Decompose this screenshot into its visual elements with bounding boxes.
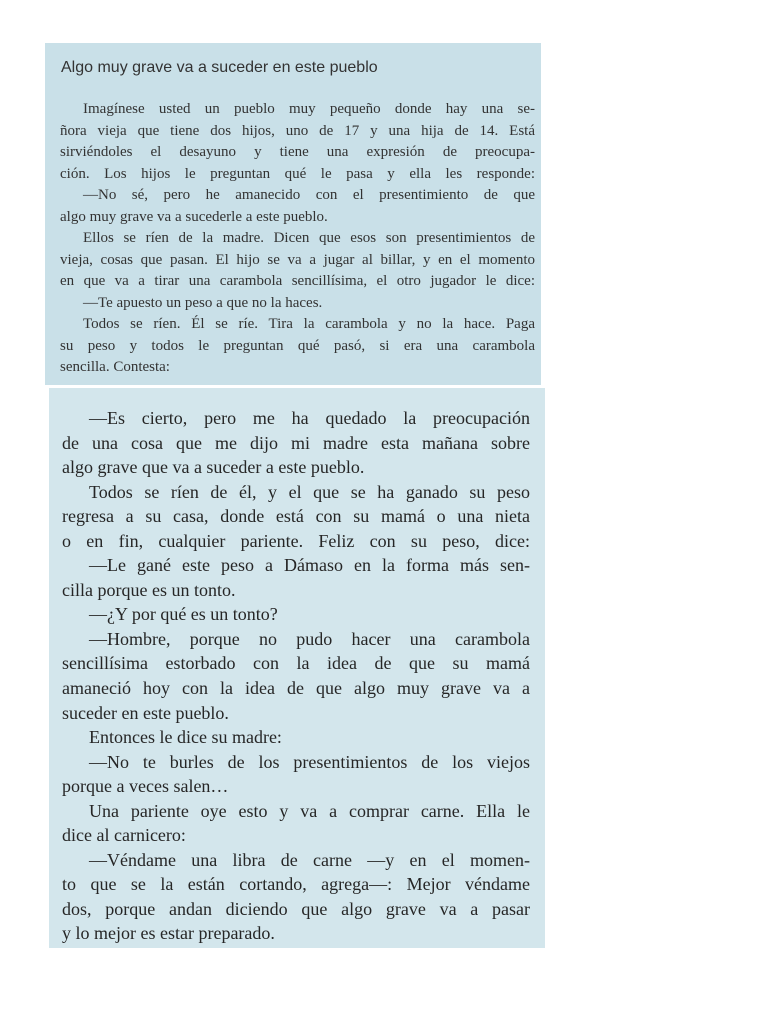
text-line: sencillísima estorbado con la idea de que su mamá bbox=[62, 653, 530, 674]
text-line: amaneció hoy con la idea de que algo muy grave va a bbox=[62, 678, 530, 699]
story-text-top bbox=[60, 99, 535, 379]
text-line: su peso y todos le preguntan qué pasó, si era una carambola bbox=[60, 337, 535, 354]
text-line: Entonces le dice su madre: bbox=[89, 727, 282, 748]
text-line: —No sé, pero he amanecido con el presentimiento de que bbox=[83, 187, 535, 203]
text-line: ñora vieja que tiene dos hijos, uno de 17 y una hija de 14. Está bbox=[60, 122, 535, 139]
text-line: ción. Los hijos le preguntan qué le pasa y ella les responde: bbox=[60, 165, 535, 182]
text-line: —Le gané este peso a Dámaso en la forma más sen- bbox=[89, 555, 530, 576]
story-excerpt-box-top bbox=[45, 43, 541, 385]
text-line: dice al carnicero: bbox=[62, 825, 186, 846]
text-line: de una cosa que me dijo mi madre esta mañana sobre bbox=[62, 432, 530, 453]
text-line: algo grave que va a suceder a este pueblo. bbox=[62, 457, 365, 478]
text-line: Imagínese usted un pueblo muy pequeño donde hay una se- bbox=[83, 101, 535, 117]
text-line: to que se la están cortando, agrega—: Mejor véndame bbox=[62, 874, 530, 895]
text-line: Todos se ríen de él, y el que se ha ganado su peso bbox=[89, 481, 530, 502]
text-line: vieja, cosas que pasan. El hijo se va a jugar al billar, y en el momento bbox=[60, 251, 535, 268]
story-excerpt-box-bottom bbox=[49, 388, 545, 948]
text-line: algo muy grave va a sucederle a este pueblo. bbox=[60, 208, 328, 225]
text-line: cilla porque es un tonto. bbox=[62, 579, 236, 600]
text-line: suceder en este pueblo. bbox=[62, 702, 229, 723]
story-title: Algo muy grave va a suceder en este pueblo bbox=[61, 59, 378, 76]
text-line: Una pariente oye esto y va a comprar carne. Ella le bbox=[89, 800, 530, 821]
text-line: —No te burles de los presentimientos de los viejos bbox=[89, 751, 530, 772]
text-line: o en fin, cualquier pariente. Feliz con su peso, dice: bbox=[62, 530, 530, 551]
text-line: sirviéndoles el desayuno y tiene una expresión de preocupa- bbox=[60, 144, 535, 160]
text-line: —Es cierto, pero me ha quedado la preocupación bbox=[89, 408, 530, 428]
text-line: —Te apuesto un peso a que no la haces. bbox=[83, 294, 323, 311]
text-line: —¿Y por qué es un tonto? bbox=[89, 604, 278, 625]
text-line: dos, porque andan diciendo que algo grave va a pasar bbox=[62, 898, 530, 919]
text-line: porque a veces salen… bbox=[62, 776, 229, 797]
story-text-bottom bbox=[62, 406, 530, 946]
text-line: en que va a tirar una carambola sencillísima, el otro jugador le dice: bbox=[60, 273, 535, 289]
text-line: —Véndame una libra de carne —y en el momen- bbox=[89, 849, 530, 870]
text-line: regresa a su casa, donde está con su mamá o una nieta bbox=[62, 506, 530, 527]
text-line: —Hombre, porque no pudo hacer una carambola bbox=[89, 628, 530, 649]
text-line: y lo mejor es estar preparado. bbox=[62, 923, 275, 944]
text-line: sencilla. Contesta: bbox=[60, 359, 170, 375]
text-line: Todos se ríen. Él se ríe. Tira la carambola y no la hace. Paga bbox=[83, 316, 535, 332]
text-line: Ellos se ríen de la madre. Dicen que esos son presentimientos de bbox=[83, 230, 535, 246]
